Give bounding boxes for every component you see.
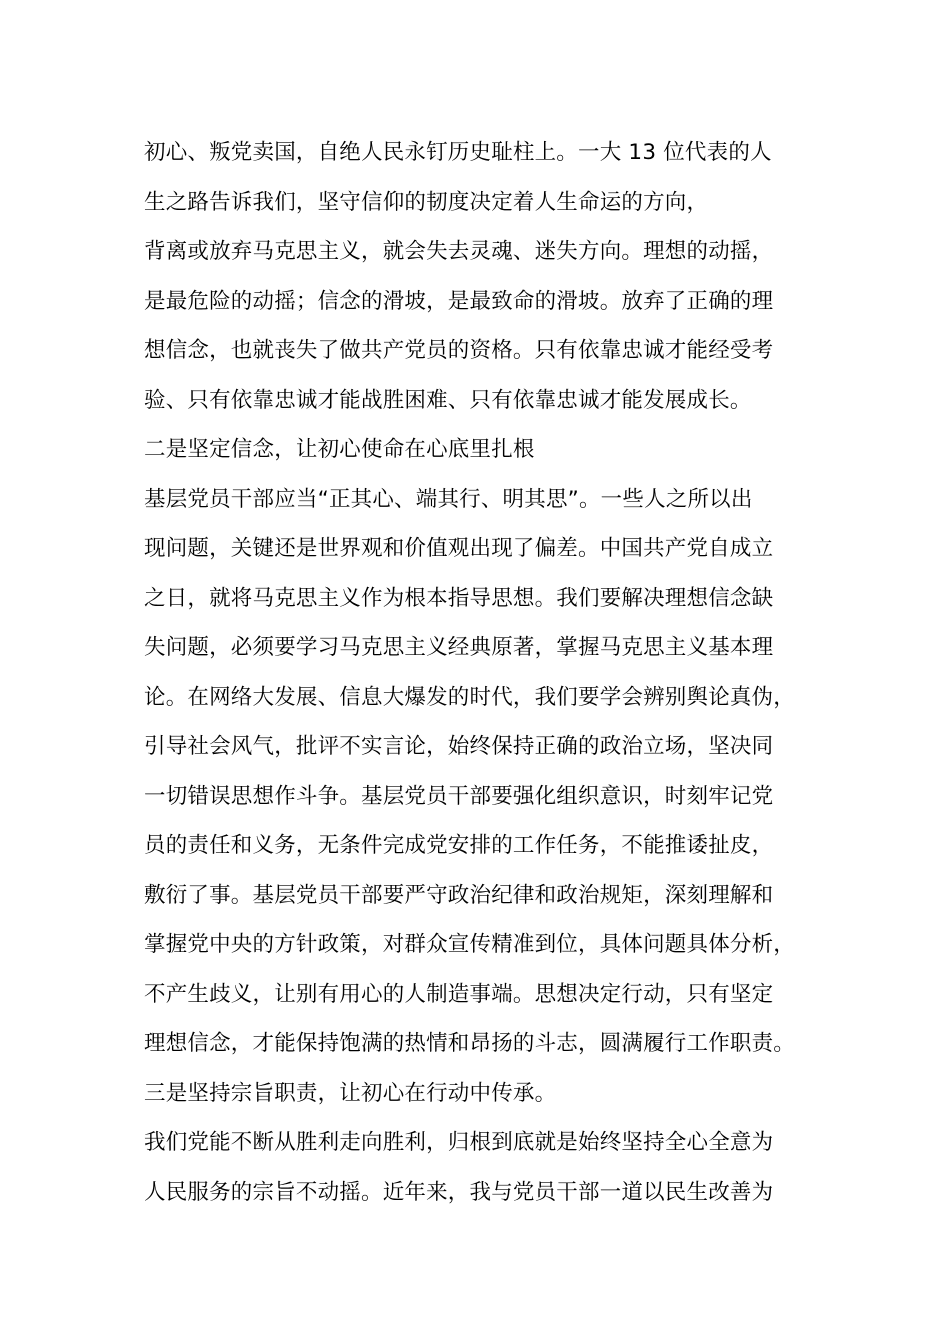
text-line: 一切错误思想作斗争。基层党员干部要强化组织意识，时刻牢记党 bbox=[144, 783, 774, 809]
section-heading-2: 二是坚定信念，让初心使命在心底里扎根 bbox=[144, 437, 535, 462]
text-line: 是最危险的动摇；信念的滑坡，是最致命的滑坡。放弃了正确的理 bbox=[144, 288, 774, 314]
text-line: 员的责任和义务，无条件完成党安排的工作任务，不能推诿扯皮， bbox=[144, 833, 774, 858]
text-line: 背离或放弃马克思主义，就会失去灵魂、迷失方向。理想的动摇， bbox=[144, 239, 774, 264]
text-line: 不产生歧义，让别有用心的人制造事端。思想决定行动，只有坚定 bbox=[144, 981, 774, 1007]
text-line: 初心、叛党卖国，自绝人民永钉历史耻柱上。一大 13 位代表的人 bbox=[144, 140, 772, 165]
text-line: 论。在网络大发展、信息大爆发的时代，我们要学会辨别舆论真伪， bbox=[144, 684, 796, 710]
text-line: 掌握党中央的方针政策，对群众宣传精准到位，具体问题具体分析， bbox=[144, 932, 796, 957]
text-line: 引导社会风气，批评不实言论，始终保持正确的政治立场，坚决同 bbox=[144, 734, 774, 759]
text-line: 想信念，也就丧失了做共产党员的资格。只有依靠忠诚才能经受考 bbox=[144, 338, 774, 363]
text-line: 基层党员干部应当“正其心、端其行、明其思”。一些人之所以出 bbox=[144, 486, 753, 512]
text-line: 我们党能不断从胜利走向胜利，归根到底就是始终坚持全心全意为 bbox=[144, 1130, 774, 1155]
text-line: 理想信念，才能保持饱满的热情和昂扬的斗志，圆满履行工作职责。 bbox=[144, 1031, 796, 1056]
text-line: 生之路告诉我们，坚守信仰的韧度决定着人生命运的方向， bbox=[144, 189, 709, 215]
text-line: 之日，就将马克思主义作为根本指导思想。我们要解决理想信念缺 bbox=[144, 585, 774, 611]
text-line: 失问题，必须要学习马克思主义经典原著，掌握马克思主义基本理 bbox=[144, 635, 774, 660]
text-line: 验、只有依靠忠诚才能战胜困难、只有依靠忠诚才能发展成长。 bbox=[144, 387, 752, 413]
document-body bbox=[144, 128, 834, 1217]
text-line: 现问题，关键还是世界观和价值观出现了偏差。中国共产党自成立 bbox=[144, 536, 774, 561]
text-line: 人民服务的宗旨不动摇。近年来，我与党员干部一道以民生改善为 bbox=[144, 1179, 774, 1205]
text-line: 敷衍了事。基层党员干部要严守政治纪律和政治规矩，深刻理解和 bbox=[144, 882, 774, 908]
section-heading-3: 三是坚持宗旨职责，让初心在行动中传承。 bbox=[144, 1080, 557, 1106]
